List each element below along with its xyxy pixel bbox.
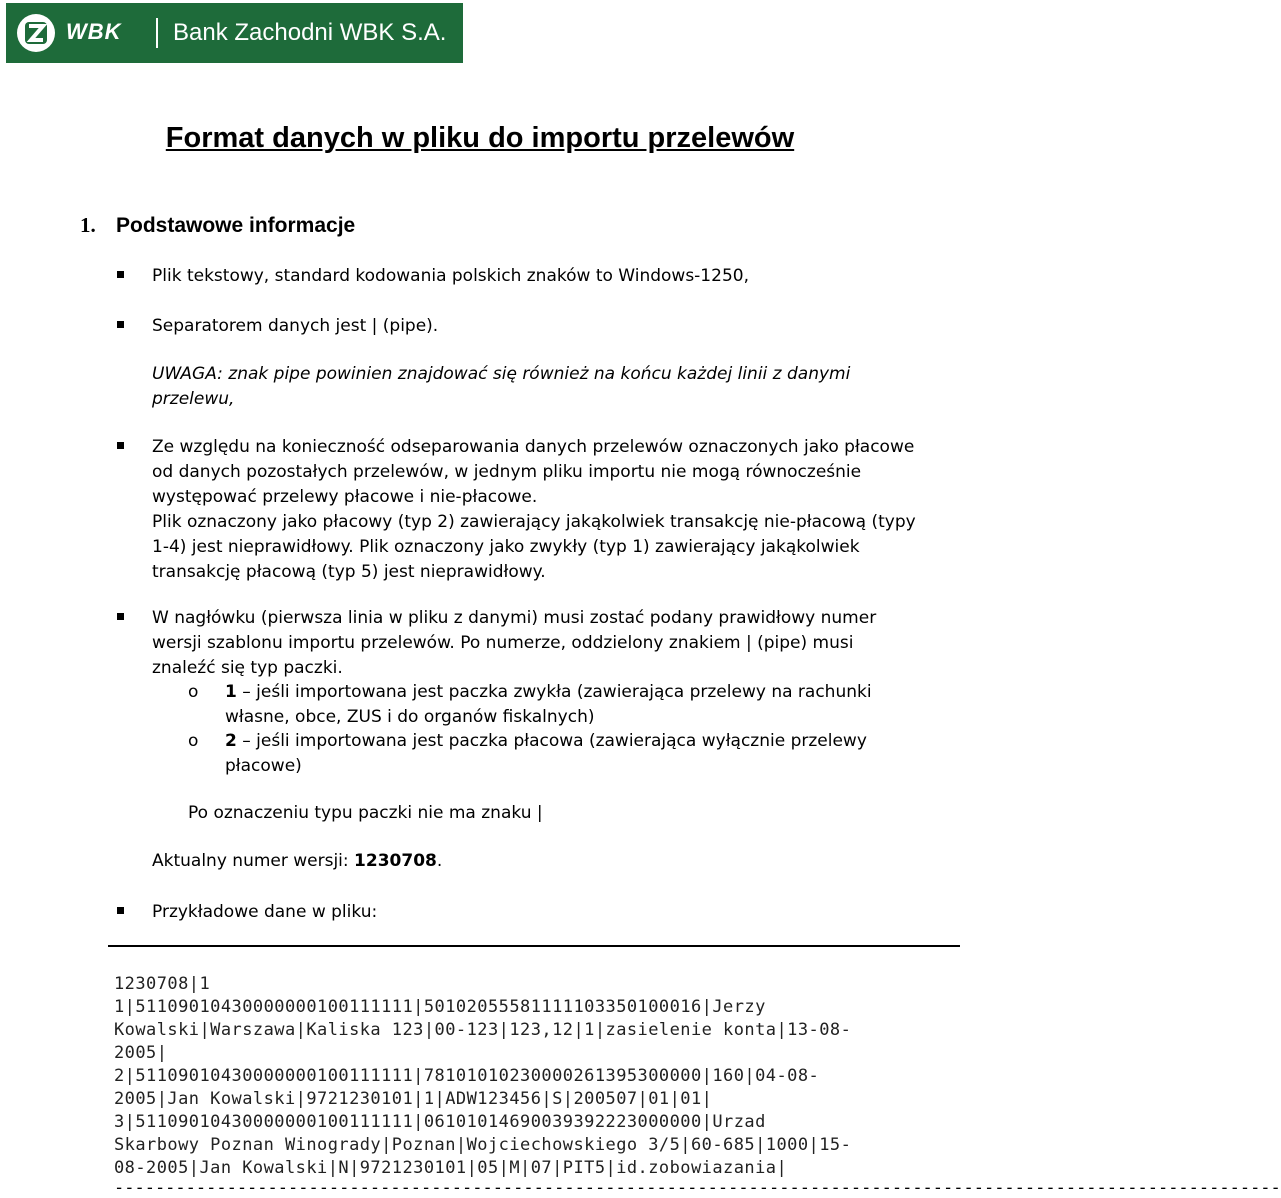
separation-line-1: Ze względu na konieczność odseparowania danych przelewów oznaczonych jako płacowe: [152, 437, 915, 457]
section-title: Podstawowe informacje: [116, 214, 356, 237]
type-2-line-1: [225, 729, 960, 754]
type-2-number: 2: [225, 731, 237, 751]
sub-bullet-marker: o: [188, 682, 199, 702]
type-1-line-1: [225, 680, 960, 705]
sub-bullet-marker: o: [188, 731, 199, 751]
brand-short-logo: WBK: [66, 19, 122, 44]
type-1-number: 1: [225, 682, 237, 702]
sample-line: 3|51109010430000000100111111|06101014690039392223000000|Urzad: [114, 1112, 766, 1132]
note-line-1: UWAGA: znak pipe powinien znajdować się również na końcu każdej linii z danymi: [152, 364, 851, 384]
bullet-square-icon: [117, 907, 124, 914]
sample-line: 1|51109010430000000100111111|50102055581111103350100016|Jerzy: [114, 997, 766, 1017]
separator-item: Separatorem danych jest | (pipe).: [152, 316, 439, 336]
separation-line-3: występować przelewy płacowe i nie-płacowe.: [152, 487, 538, 507]
section-number: 1.: [80, 213, 96, 237]
sample-line: 2005|: [114, 1043, 168, 1063]
encoding-item: Plik tekstowy, standard kodowania polskich znaków to Windows-1250,: [152, 266, 749, 286]
sample-line: 2|51109010430000000100111111|78101010230000261395300000|160|04-08-: [114, 1066, 820, 1086]
bullet-square-icon: [117, 442, 124, 449]
section-heading: [80, 210, 355, 241]
brand-divider: [156, 18, 158, 48]
version-label: Aktualny numer wersji:: [152, 851, 355, 871]
dashed-separator: ------------------------------------------------------------------------------------------------------------------: [114, 1178, 1281, 1198]
bank-header-banner: [6, 3, 463, 63]
sample-data-label: Przykładowe dane w pliku:: [152, 902, 378, 922]
header-info-line-3: znaleźć się typ paczki.: [152, 658, 343, 678]
sample-line: 1230708|1: [114, 974, 211, 994]
note-line-2: przelewu,: [152, 389, 235, 409]
separation-line-5: 1-4) jest nieprawidłowy. Plik oznaczony jako zwykły (typ 1) zawierający jakąkolwiek: [152, 537, 860, 557]
after-type-note: Po oznaczeniu typu paczki nie ma znaku |: [188, 803, 543, 823]
type-2-description: – jeśli importowana jest paczka płacowa (zawierająca wyłącznie przelewy: [236, 731, 867, 751]
sample-line: 2005|Jan Kowalski|9721230101|1|ADW123456|S|200507|01|01|: [114, 1089, 713, 1109]
type-2-line-2: płacowe): [225, 756, 302, 776]
header-info-line-1: W nagłówku (pierwsza linia w pliku z danymi) musi zostać podany prawidłowy numer: [152, 608, 877, 628]
separation-line-2: od danych pozostałych przelewów, w jednym pliku importu nie mogą równocześnie: [152, 462, 862, 482]
separation-line-6: transakcję płacową (typ 5) jest nieprawidłowy.: [152, 562, 546, 582]
document-title: Format danych w pliku do importu przelewów: [165, 122, 795, 154]
type-1-description: – jeśli importowana jest paczka zwykła (zawierająca przelewy na rachunki: [236, 682, 872, 702]
version-suffix: .: [436, 851, 443, 871]
sample-line: Skarbowy Poznan Winogrady|Poznan|Wojciechowskiego 3/5|60-685|1000|15-: [114, 1135, 852, 1155]
type-1-line-2: własne, obce, ZUS i do organów fiskalnych): [225, 707, 595, 727]
separation-line-4: Plik oznaczony jako płacowy (typ 2) zawierający jakąkolwiek transakcję nie-płacową (typy: [152, 512, 916, 532]
version-line: [152, 849, 442, 874]
sample-line: Kowalski|Warszawa|Kaliska 123|00-123|123,12|1|zasielenie konta|13-08-: [114, 1020, 852, 1040]
bank-name: Bank Zachodni WBK S.A.: [173, 19, 447, 46]
sample-line: 08-2005|Jan Kowalski|N|9721230101|05|M|07|PIT5|id.zobowiazania|: [114, 1158, 788, 1178]
header-info-line-2: wersji szablonu importu przelewów. Po numerze, oddzielony znakiem | (pipe) musi: [152, 633, 854, 653]
bank-logo-icon: [16, 13, 56, 53]
bullet-square-icon: [117, 271, 124, 278]
bullet-square-icon: [117, 321, 124, 328]
bullet-square-icon: [117, 613, 124, 620]
version-number: 1230708: [354, 851, 437, 871]
sample-divider: [108, 945, 960, 947]
